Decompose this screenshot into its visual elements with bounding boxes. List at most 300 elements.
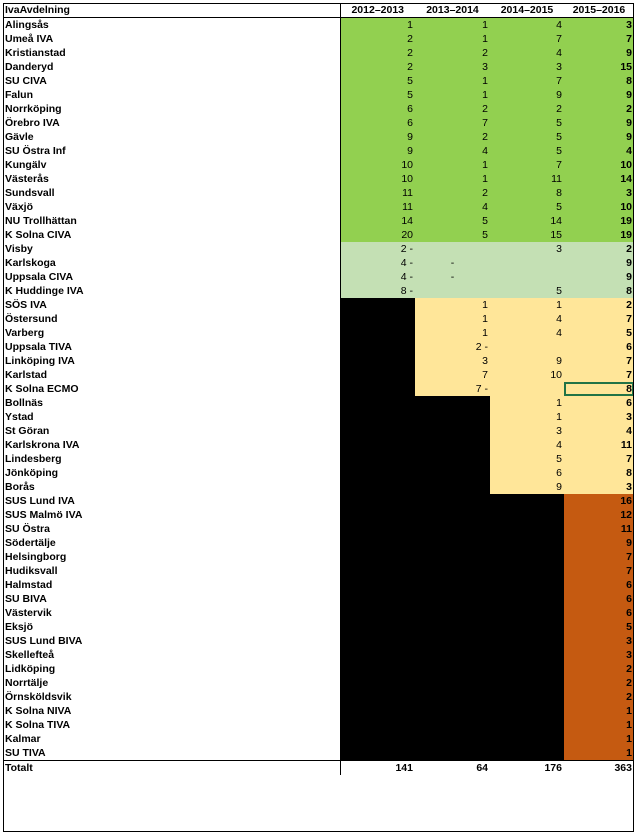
value-cell-2014-2015[interactable]: 3 <box>490 60 564 74</box>
table-row <box>3 718 634 732</box>
table-row <box>3 144 634 158</box>
total-2015-2016[interactable]: 363 <box>564 761 634 776</box>
table-row <box>3 130 634 144</box>
value-cell-2015-2016[interactable]: 1 <box>564 718 634 732</box>
value-cell-2012-2013[interactable]: 6 <box>340 116 415 130</box>
table-row <box>3 410 634 424</box>
table-row <box>3 704 634 718</box>
value-cell-2012-2013[interactable] <box>340 312 415 326</box>
department-name-cell[interactable]: K Solna CIVA <box>3 228 340 242</box>
department-name-cell[interactable]: SUS Lund BIVA <box>3 634 340 648</box>
value-cell-2013-2014[interactable]: 1 <box>415 18 490 33</box>
value-cell-2014-2015[interactable]: 5 <box>490 200 564 214</box>
value-cell-2014-2015[interactable]: 8 <box>490 186 564 200</box>
value-cell-2014-2015[interactable]: 5 <box>490 452 564 466</box>
value-cell-2013-2014[interactable] <box>415 676 490 690</box>
value-cell-2013-2014[interactable] <box>415 578 490 592</box>
value-cell-2013-2014[interactable]: - <box>415 256 490 270</box>
table-row <box>3 620 634 634</box>
value-cell-2014-2015[interactable]: 4 <box>490 46 564 60</box>
department-name-cell[interactable]: Uppsala TIVA <box>3 340 340 354</box>
department-name-cell[interactable]: K Solna TIVA <box>3 718 340 732</box>
value-cell-2012-2013[interactable]: 2 <box>340 32 415 46</box>
value-cell-2015-2016[interactable]: 6 <box>564 578 634 592</box>
value-cell-2012-2013[interactable]: 4 - <box>340 256 415 270</box>
department-name-cell[interactable]: SU Östra Inf <box>3 144 340 158</box>
value-cell-2012-2013[interactable] <box>340 424 415 438</box>
value-cell-2014-2015[interactable]: 3 <box>490 242 564 256</box>
value-cell-2014-2015[interactable]: 4 <box>490 326 564 340</box>
value-cell-2013-2014[interactable]: 2 <box>415 130 490 144</box>
value-cell-2013-2014[interactable]: 1 <box>415 172 490 186</box>
value-cell-2015-2016[interactable]: 8 <box>564 382 634 396</box>
value-cell-2014-2015[interactable] <box>490 662 564 676</box>
total-label[interactable]: Totalt <box>3 761 340 776</box>
department-name-cell[interactable]: Örebro IVA <box>3 116 340 130</box>
value-cell-2013-2014[interactable]: 7 - <box>415 382 490 396</box>
value-cell-2012-2013[interactable] <box>340 550 415 564</box>
value-cell-2014-2015[interactable]: 7 <box>490 158 564 172</box>
value-cell-2015-2016[interactable]: 12 <box>564 508 634 522</box>
table-row <box>3 102 634 116</box>
value-cell-2013-2014[interactable] <box>415 424 490 438</box>
department-name-cell[interactable]: Borås <box>3 480 340 494</box>
header-2014-2015[interactable]: 2014–2015 <box>490 3 564 18</box>
value-cell-2012-2013[interactable]: 6 <box>340 102 415 116</box>
value-cell-2015-2016[interactable]: 1 <box>564 746 634 761</box>
value-cell-2014-2015[interactable] <box>490 564 564 578</box>
value-cell-2013-2014[interactable]: 1 <box>415 74 490 88</box>
department-name-cell[interactable]: Kungälv <box>3 158 340 172</box>
value-cell-2015-2016[interactable]: 9 <box>564 46 634 60</box>
value-cell-2012-2013[interactable] <box>340 592 415 606</box>
table-row <box>3 732 634 746</box>
value-cell-2012-2013[interactable]: 14 <box>340 214 415 228</box>
value-cell-2014-2015[interactable]: 1 <box>490 298 564 312</box>
value-cell-2014-2015[interactable] <box>490 634 564 648</box>
department-name-cell[interactable]: Kalmar <box>3 732 340 746</box>
value-cell-2015-2016[interactable]: 2 <box>564 102 634 116</box>
department-name-cell[interactable]: SÖS IVA <box>3 298 340 312</box>
value-cell-2012-2013[interactable] <box>340 718 415 732</box>
value-cell-2015-2016[interactable]: 5 <box>564 620 634 634</box>
department-name-cell[interactable]: Karlstad <box>3 368 340 382</box>
department-name-cell[interactable]: Södertälje <box>3 536 340 550</box>
value-cell-2014-2015[interactable]: 7 <box>490 32 564 46</box>
value-cell-2013-2014[interactable]: 3 <box>415 354 490 368</box>
value-cell-2012-2013[interactable] <box>340 620 415 634</box>
value-cell-2015-2016[interactable]: 7 <box>564 32 634 46</box>
value-cell-2012-2013[interactable] <box>340 676 415 690</box>
header-2013-2014[interactable]: 2013–2014 <box>415 3 490 18</box>
value-cell-2015-2016[interactable]: 19 <box>564 228 634 242</box>
value-cell-2014-2015[interactable]: 3 <box>490 424 564 438</box>
value-cell-2013-2014[interactable] <box>415 550 490 564</box>
value-cell-2013-2014[interactable] <box>415 242 490 256</box>
value-cell-2012-2013[interactable]: 8 - <box>340 284 415 298</box>
value-cell-2013-2014[interactable]: 5 <box>415 228 490 242</box>
value-cell-2012-2013[interactable]: 4 - <box>340 270 415 284</box>
value-cell-2013-2014[interactable] <box>415 508 490 522</box>
value-cell-2014-2015[interactable]: 9 <box>490 88 564 102</box>
value-cell-2013-2014[interactable] <box>415 284 490 298</box>
value-cell-2014-2015[interactable]: 4 <box>490 312 564 326</box>
table-row <box>3 606 634 620</box>
department-name-cell[interactable]: SUS Lund IVA <box>3 494 340 508</box>
table-row <box>3 648 634 662</box>
table-row <box>3 32 634 46</box>
department-name-cell[interactable]: Alingsås <box>3 18 340 33</box>
value-cell-2012-2013[interactable] <box>340 410 415 424</box>
value-cell-2014-2015[interactable] <box>490 536 564 550</box>
department-name-cell[interactable]: Lidköping <box>3 662 340 676</box>
department-name-cell[interactable]: Norrtälje <box>3 676 340 690</box>
department-name-cell[interactable]: Kristianstad <box>3 46 340 60</box>
department-name-cell[interactable]: Halmstad <box>3 578 340 592</box>
department-name-cell[interactable]: Östersund <box>3 312 340 326</box>
table-row <box>3 256 634 270</box>
total-2014-2015[interactable]: 176 <box>490 761 564 776</box>
table-row <box>3 662 634 676</box>
value-cell-2014-2015[interactable]: 11 <box>490 172 564 186</box>
value-cell-2013-2014[interactable] <box>415 592 490 606</box>
department-name-cell[interactable]: Linköping IVA <box>3 354 340 368</box>
value-cell-2012-2013[interactable]: 5 <box>340 88 415 102</box>
value-cell-2015-2016[interactable]: 8 <box>564 284 634 298</box>
value-cell-2013-2014[interactable]: 7 <box>415 116 490 130</box>
value-cell-2015-2016[interactable]: 4 <box>564 424 634 438</box>
value-cell-2015-2016[interactable]: 3 <box>564 186 634 200</box>
table-row <box>3 340 634 354</box>
value-cell-2014-2015[interactable] <box>490 508 564 522</box>
table-row <box>3 424 634 438</box>
value-cell-2013-2014[interactable]: 1 <box>415 326 490 340</box>
value-cell-2015-2016[interactable]: 3 <box>564 18 634 33</box>
value-cell-2013-2014[interactable] <box>415 396 490 410</box>
table-row <box>3 74 634 88</box>
value-cell-2014-2015[interactable] <box>490 620 564 634</box>
value-cell-2013-2014[interactable] <box>415 662 490 676</box>
department-name-cell[interactable]: Hudiksvall <box>3 564 340 578</box>
value-cell-2013-2014[interactable] <box>415 522 490 536</box>
value-cell-2013-2014[interactable]: 1 <box>415 298 490 312</box>
value-cell-2013-2014[interactable] <box>415 620 490 634</box>
value-cell-2014-2015[interactable] <box>490 494 564 508</box>
value-cell-2013-2014[interactable]: 1 <box>415 158 490 172</box>
department-name-cell[interactable]: Norrköping <box>3 102 340 116</box>
department-name-cell[interactable]: Bollnäs <box>3 396 340 410</box>
table-row <box>3 382 634 396</box>
value-cell-2015-2016[interactable]: 7 <box>564 564 634 578</box>
value-cell-2015-2016[interactable]: 9 <box>564 88 634 102</box>
department-name-cell[interactable]: NU Trollhättan <box>3 214 340 228</box>
value-cell-2012-2013[interactable] <box>340 452 415 466</box>
total-2013-2014[interactable]: 64 <box>415 761 490 776</box>
table-row <box>3 466 634 480</box>
value-cell-2014-2015[interactable]: 5 <box>490 144 564 158</box>
department-name-cell[interactable]: Eksjö <box>3 620 340 634</box>
department-name-cell[interactable]: Karlskrona IVA <box>3 438 340 452</box>
value-cell-2014-2015[interactable] <box>490 704 564 718</box>
value-cell-2014-2015[interactable] <box>490 746 564 761</box>
department-name-cell[interactable]: SU TIVA <box>3 746 340 761</box>
value-cell-2012-2013[interactable] <box>340 746 415 761</box>
value-cell-2013-2014[interactable] <box>415 746 490 761</box>
table-row <box>3 214 634 228</box>
value-cell-2013-2014[interactable]: 3 <box>415 60 490 74</box>
value-cell-2012-2013[interactable] <box>340 494 415 508</box>
value-cell-2012-2013[interactable] <box>340 396 415 410</box>
header-2012-2013[interactable]: 2012–2013 <box>340 3 415 18</box>
value-cell-2014-2015[interactable] <box>490 270 564 284</box>
value-cell-2013-2014[interactable] <box>415 438 490 452</box>
department-name-cell[interactable]: Umeå IVA <box>3 32 340 46</box>
value-cell-2015-2016[interactable]: 15 <box>564 60 634 74</box>
value-cell-2012-2013[interactable] <box>340 340 415 354</box>
department-name-cell[interactable]: Västerås <box>3 172 340 186</box>
value-cell-2015-2016[interactable]: 11 <box>564 438 634 452</box>
value-cell-2014-2015[interactable] <box>490 718 564 732</box>
value-cell-2014-2015[interactable] <box>490 340 564 354</box>
value-cell-2015-2016[interactable]: 11 <box>564 522 634 536</box>
value-cell-2014-2015[interactable]: 9 <box>490 480 564 494</box>
value-cell-2014-2015[interactable] <box>490 592 564 606</box>
value-cell-2014-2015[interactable] <box>490 732 564 746</box>
value-cell-2014-2015[interactable]: 14 <box>490 214 564 228</box>
value-cell-2014-2015[interactable]: 15 <box>490 228 564 242</box>
value-cell-2012-2013[interactable]: 20 <box>340 228 415 242</box>
value-cell-2012-2013[interactable] <box>340 508 415 522</box>
value-cell-2015-2016[interactable]: 2 <box>564 662 634 676</box>
value-cell-2014-2015[interactable]: 5 <box>490 284 564 298</box>
value-cell-2012-2013[interactable] <box>340 326 415 340</box>
value-cell-2015-2016[interactable]: 2 <box>564 298 634 312</box>
value-cell-2012-2013[interactable] <box>340 382 415 396</box>
value-cell-2015-2016[interactable]: 3 <box>564 480 634 494</box>
department-name-cell[interactable]: Danderyd <box>3 60 340 74</box>
value-cell-2014-2015[interactable] <box>490 676 564 690</box>
value-cell-2013-2014[interactable] <box>415 634 490 648</box>
department-name-cell[interactable]: Helsingborg <box>3 550 340 564</box>
value-cell-2015-2016[interactable]: 2 <box>564 690 634 704</box>
value-cell-2014-2015[interactable] <box>490 690 564 704</box>
table-row <box>3 522 634 536</box>
value-cell-2012-2013[interactable]: 1 <box>340 18 415 33</box>
department-name-cell[interactable]: Visby <box>3 242 340 256</box>
value-cell-2013-2014[interactable] <box>415 494 490 508</box>
value-cell-2013-2014[interactable] <box>415 536 490 550</box>
value-cell-2014-2015[interactable]: 5 <box>490 116 564 130</box>
value-cell-2015-2016[interactable]: 9 <box>564 536 634 550</box>
value-cell-2013-2014[interactable]: 5 <box>415 214 490 228</box>
value-cell-2015-2016[interactable]: 2 <box>564 242 634 256</box>
value-cell-2013-2014[interactable] <box>415 480 490 494</box>
value-cell-2015-2016[interactable]: 9 <box>564 116 634 130</box>
value-cell-2015-2016[interactable]: 8 <box>564 466 634 480</box>
value-cell-2014-2015[interactable] <box>490 578 564 592</box>
value-cell-2015-2016[interactable]: 2 <box>564 676 634 690</box>
department-name-cell[interactable]: K Huddinge IVA <box>3 284 340 298</box>
value-cell-2012-2013[interactable]: 11 <box>340 186 415 200</box>
value-cell-2013-2014[interactable]: 1 <box>415 312 490 326</box>
value-cell-2012-2013[interactable] <box>340 732 415 746</box>
value-cell-2014-2015[interactable] <box>490 256 564 270</box>
value-cell-2012-2013[interactable] <box>340 578 415 592</box>
value-cell-2013-2014[interactable]: 2 - <box>415 340 490 354</box>
value-cell-2012-2013[interactable]: 2 <box>340 46 415 60</box>
value-cell-2014-2015[interactable] <box>490 382 564 396</box>
value-cell-2014-2015[interactable]: 6 <box>490 466 564 480</box>
value-cell-2012-2013[interactable] <box>340 704 415 718</box>
value-cell-2015-2016[interactable]: 19 <box>564 214 634 228</box>
value-cell-2012-2013[interactable]: 11 <box>340 200 415 214</box>
value-cell-2015-2016[interactable]: 6 <box>564 340 634 354</box>
value-cell-2014-2015[interactable]: 10 <box>490 368 564 382</box>
department-name-cell[interactable]: SU CIVA <box>3 74 340 88</box>
value-cell-2015-2016[interactable]: 7 <box>564 368 634 382</box>
value-cell-2015-2016[interactable]: 6 <box>564 396 634 410</box>
value-cell-2013-2014[interactable] <box>415 690 490 704</box>
value-cell-2015-2016[interactable]: 5 <box>564 326 634 340</box>
department-name-cell[interactable]: Skellefteå <box>3 648 340 662</box>
value-cell-2013-2014[interactable] <box>415 732 490 746</box>
value-cell-2014-2015[interactable]: 4 <box>490 18 564 33</box>
value-cell-2014-2015[interactable] <box>490 522 564 536</box>
value-cell-2014-2015[interactable]: 4 <box>490 438 564 452</box>
department-name-cell[interactable]: SU Östra <box>3 522 340 536</box>
value-cell-2015-2016[interactable]: 10 <box>564 158 634 172</box>
value-cell-2015-2016[interactable]: 8 <box>564 74 634 88</box>
value-cell-2015-2016[interactable]: 6 <box>564 592 634 606</box>
department-name-cell[interactable]: K Solna ECMO <box>3 382 340 396</box>
value-cell-2014-2015[interactable]: 9 <box>490 354 564 368</box>
department-name-cell[interactable]: St Göran <box>3 424 340 438</box>
value-cell-2012-2013[interactable]: 9 <box>340 130 415 144</box>
value-cell-2012-2013[interactable] <box>340 648 415 662</box>
value-cell-2012-2013[interactable]: 2 <box>340 60 415 74</box>
value-cell-2012-2013[interactable] <box>340 368 415 382</box>
value-cell-2014-2015[interactable] <box>490 550 564 564</box>
value-cell-2013-2014[interactable] <box>415 704 490 718</box>
department-name-cell[interactable]: K Solna NIVA <box>3 704 340 718</box>
value-cell-2012-2013[interactable] <box>340 690 415 704</box>
value-cell-2013-2014[interactable] <box>415 466 490 480</box>
value-cell-2014-2015[interactable]: 2 <box>490 102 564 116</box>
value-cell-2014-2015[interactable]: 1 <box>490 396 564 410</box>
value-cell-2013-2014[interactable]: 4 <box>415 200 490 214</box>
value-cell-2012-2013[interactable]: 2 - <box>340 242 415 256</box>
value-cell-2013-2014[interactable] <box>415 452 490 466</box>
value-cell-2014-2015[interactable]: 5 <box>490 130 564 144</box>
department-name-cell[interactable]: Karlskoga <box>3 256 340 270</box>
value-cell-2014-2015[interactable]: 7 <box>490 74 564 88</box>
value-cell-2013-2014[interactable]: 2 <box>415 102 490 116</box>
value-cell-2015-2016[interactable]: 1 <box>564 732 634 746</box>
table-row <box>3 536 634 550</box>
department-name-cell[interactable]: Jönköping <box>3 466 340 480</box>
value-cell-2013-2014[interactable] <box>415 564 490 578</box>
department-name-cell[interactable]: Västervik <box>3 606 340 620</box>
value-cell-2014-2015[interactable] <box>490 648 564 662</box>
value-cell-2014-2015[interactable] <box>490 606 564 620</box>
value-cell-2012-2013[interactable] <box>340 438 415 452</box>
value-cell-2013-2014[interactable] <box>415 606 490 620</box>
department-name-cell[interactable]: SUS Malmö IVA <box>3 508 340 522</box>
value-cell-2015-2016[interactable]: 10 <box>564 200 634 214</box>
value-cell-2013-2014[interactable]: 2 <box>415 186 490 200</box>
value-cell-2012-2013[interactable]: 10 <box>340 172 415 186</box>
value-cell-2012-2013[interactable] <box>340 536 415 550</box>
value-cell-2015-2016[interactable]: 9 <box>564 130 634 144</box>
value-cell-2015-2016[interactable]: 14 <box>564 172 634 186</box>
value-cell-2012-2013[interactable]: 10 <box>340 158 415 172</box>
value-cell-2012-2013[interactable]: 5 <box>340 74 415 88</box>
department-name-cell[interactable]: Örnsköldsvik <box>3 690 340 704</box>
value-cell-2012-2013[interactable] <box>340 354 415 368</box>
value-cell-2012-2013[interactable] <box>340 522 415 536</box>
header-2015-2016[interactable]: 2015–2016 <box>564 3 634 18</box>
value-cell-2015-2016[interactable]: 7 <box>564 550 634 564</box>
value-cell-2012-2013[interactable]: 9 <box>340 144 415 158</box>
value-cell-2015-2016[interactable]: 1 <box>564 704 634 718</box>
value-cell-2012-2013[interactable] <box>340 634 415 648</box>
department-name-cell[interactable]: Gävle <box>3 130 340 144</box>
department-name-cell[interactable]: Sundsvall <box>3 186 340 200</box>
value-cell-2015-2016[interactable]: 4 <box>564 144 634 158</box>
total-2012-2013[interactable]: 141 <box>340 761 415 776</box>
value-cell-2015-2016[interactable]: 3 <box>564 648 634 662</box>
department-name-cell[interactable]: SU BIVA <box>3 592 340 606</box>
value-cell-2015-2016[interactable]: 3 <box>564 410 634 424</box>
value-cell-2014-2015[interactable]: 1 <box>490 410 564 424</box>
value-cell-2013-2014[interactable]: 2 <box>415 46 490 60</box>
value-cell-2012-2013[interactable] <box>340 662 415 676</box>
value-cell-2013-2014[interactable]: 7 <box>415 368 490 382</box>
value-cell-2013-2014[interactable] <box>415 718 490 732</box>
value-cell-2012-2013[interactable] <box>340 298 415 312</box>
header-department[interactable]: IvaAvdelning <box>3 3 340 18</box>
value-cell-2013-2014[interactable] <box>415 410 490 424</box>
value-cell-2013-2014[interactable] <box>415 648 490 662</box>
value-cell-2013-2014[interactable]: 1 <box>415 32 490 46</box>
value-cell-2015-2016[interactable]: 6 <box>564 606 634 620</box>
department-name-cell[interactable]: Lindesberg <box>3 452 340 466</box>
table-row <box>3 354 634 368</box>
value-cell-2015-2016[interactable]: 9 <box>564 256 634 270</box>
value-cell-2015-2016[interactable]: 7 <box>564 312 634 326</box>
value-cell-2012-2013[interactable] <box>340 606 415 620</box>
department-name-cell[interactable]: Uppsala CIVA <box>3 270 340 284</box>
value-cell-2015-2016[interactable]: 9 <box>564 270 634 284</box>
value-cell-2013-2014[interactable]: - <box>415 270 490 284</box>
table-row <box>3 312 634 326</box>
value-cell-2015-2016[interactable]: 3 <box>564 634 634 648</box>
value-cell-2015-2016[interactable]: 7 <box>564 452 634 466</box>
value-cell-2013-2014[interactable]: 4 <box>415 144 490 158</box>
value-cell-2015-2016[interactable]: 16 <box>564 494 634 508</box>
department-name-cell[interactable]: Växjö <box>3 200 340 214</box>
value-cell-2012-2013[interactable] <box>340 466 415 480</box>
value-cell-2012-2013[interactable] <box>340 564 415 578</box>
department-name-cell[interactable]: Varberg <box>3 326 340 340</box>
value-cell-2012-2013[interactable] <box>340 480 415 494</box>
table-row <box>3 200 634 214</box>
value-cell-2015-2016[interactable]: 7 <box>564 354 634 368</box>
table-row <box>3 158 634 172</box>
department-name-cell[interactable]: Falun <box>3 88 340 102</box>
value-cell-2013-2014[interactable]: 1 <box>415 88 490 102</box>
department-name-cell[interactable]: Ystad <box>3 410 340 424</box>
